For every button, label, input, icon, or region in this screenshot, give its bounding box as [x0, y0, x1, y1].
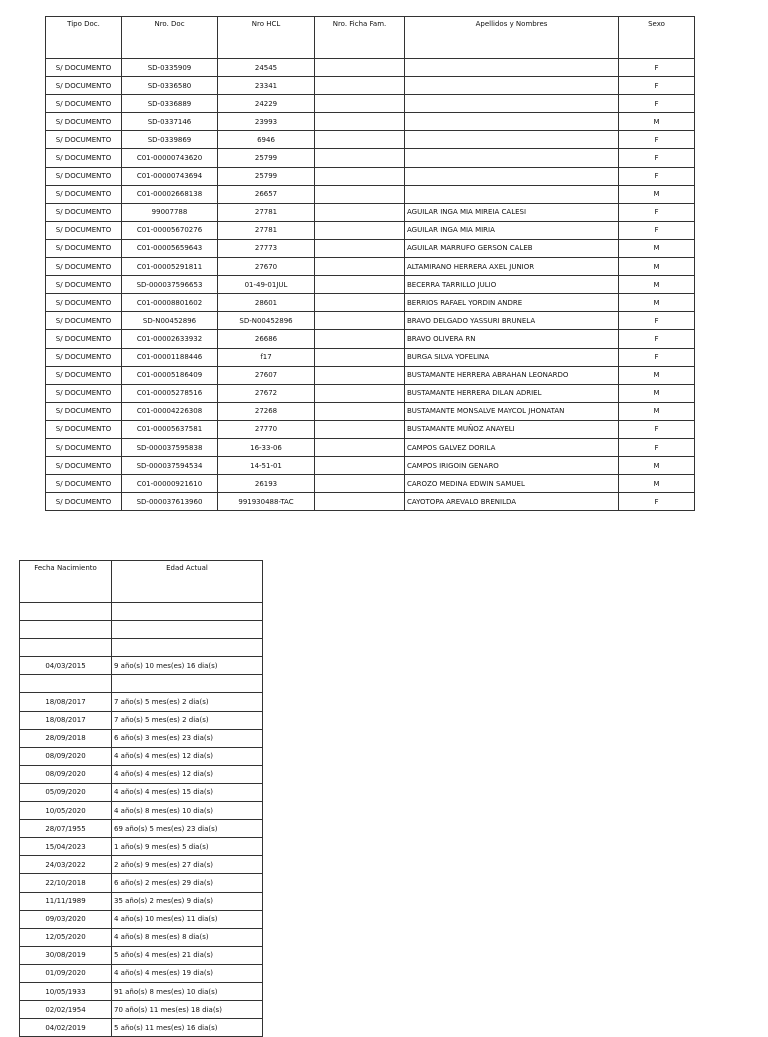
- cell-tipo-doc: S/ DOCUMENTO: [46, 420, 122, 438]
- cell-apellidos-nombres: BUSTAMANTE HERRERA DILAN ADRIEL: [405, 384, 619, 402]
- table-row: [20, 765, 263, 783]
- table-row: [46, 366, 695, 384]
- table-row: [46, 330, 695, 348]
- cell-fecha-nacimiento: 22/10/2018: [20, 874, 112, 892]
- cell-sexo: M: [619, 113, 695, 131]
- cell-nro-hcl: 6946: [218, 131, 315, 149]
- cell-nro-ficha-fam: [315, 475, 405, 493]
- cell-nro-doc: SD-000037613960: [122, 493, 218, 511]
- cell-edad-actual: 4 año(s) 8 mes(es) 10 dia(s): [112, 802, 263, 820]
- cell-nro-ficha-fam: [315, 95, 405, 113]
- header-nro-ficha-fam: Nro. Ficha Fam.: [315, 17, 405, 59]
- cell-nro-hcl: 27781: [218, 203, 315, 221]
- cell-fecha-nacimiento: 02/02/1954: [20, 1001, 112, 1019]
- cell-nro-ficha-fam: [315, 330, 405, 348]
- cell-nro-hcl: 991930488-TAC: [218, 493, 315, 511]
- cell-edad-actual: [112, 603, 263, 621]
- cell-nro-doc: SD-000037596653: [122, 276, 218, 294]
- cell-tipo-doc: S/ DOCUMENTO: [46, 185, 122, 203]
- cell-edad-actual: 35 año(s) 2 mes(es) 9 dia(s): [112, 892, 263, 910]
- cell-nro-doc: C01-00005278516: [122, 384, 218, 402]
- cell-nro-ficha-fam: [315, 185, 405, 203]
- cell-fecha-nacimiento: 08/09/2020: [20, 747, 112, 765]
- cell-edad-actual: [112, 639, 263, 657]
- cell-nro-doc: C01-00005670276: [122, 221, 218, 239]
- cell-fecha-nacimiento: 05/09/2020: [20, 783, 112, 801]
- header-nro-hcl: Nro HCL: [218, 17, 315, 59]
- cell-tipo-doc: S/ DOCUMENTO: [46, 131, 122, 149]
- table-header-row: [20, 561, 263, 603]
- cell-tipo-doc: S/ DOCUMENTO: [46, 258, 122, 276]
- table-row: [20, 1001, 263, 1019]
- cell-edad-actual: 91 año(s) 8 mes(es) 10 dia(s): [112, 982, 263, 1000]
- cell-nro-hcl: 27670: [218, 258, 315, 276]
- cell-nro-hcl: 16-33-06: [218, 438, 315, 456]
- cell-apellidos-nombres: [405, 167, 619, 185]
- cell-sexo: M: [619, 185, 695, 203]
- cell-nro-ficha-fam: [315, 77, 405, 95]
- cell-apellidos-nombres: [405, 131, 619, 149]
- cell-sexo: F: [619, 221, 695, 239]
- cell-nro-ficha-fam: [315, 493, 405, 511]
- cell-tipo-doc: S/ DOCUMENTO: [46, 276, 122, 294]
- cell-apellidos-nombres: AGUILAR INGA MIA MIRIA: [405, 221, 619, 239]
- cell-fecha-nacimiento: [20, 639, 112, 657]
- cell-nro-ficha-fam: [315, 149, 405, 167]
- cell-tipo-doc: S/ DOCUMENTO: [46, 239, 122, 257]
- cell-nro-hcl: 27773: [218, 239, 315, 257]
- table-row: [46, 438, 695, 456]
- cell-tipo-doc: S/ DOCUMENTO: [46, 59, 122, 77]
- cell-fecha-nacimiento: 18/08/2017: [20, 693, 112, 711]
- table-row: [20, 802, 263, 820]
- cell-fecha-nacimiento: 08/09/2020: [20, 765, 112, 783]
- header-tipo-doc: Tipo Doc.: [46, 17, 122, 59]
- cell-edad-actual: 6 año(s) 3 mes(es) 23 dia(s): [112, 729, 263, 747]
- cell-tipo-doc: S/ DOCUMENTO: [46, 95, 122, 113]
- cell-apellidos-nombres: BERRIOS RAFAEL YORDIN ANDRE: [405, 294, 619, 312]
- table-row: [20, 964, 263, 982]
- table-row: [46, 131, 695, 149]
- cell-fecha-nacimiento: 11/11/1989: [20, 892, 112, 910]
- cell-fecha-nacimiento: 30/08/2019: [20, 946, 112, 964]
- cell-nro-doc: SD-0337146: [122, 113, 218, 131]
- header-nro-doc: Nro. Doc: [122, 17, 218, 59]
- cell-nro-ficha-fam: [315, 348, 405, 366]
- cell-tipo-doc: S/ DOCUMENTO: [46, 384, 122, 402]
- table-row: [20, 603, 263, 621]
- cell-fecha-nacimiento: 01/09/2020: [20, 964, 112, 982]
- cell-tipo-doc: S/ DOCUMENTO: [46, 475, 122, 493]
- cell-tipo-doc: S/ DOCUMENTO: [46, 330, 122, 348]
- table-row: [20, 711, 263, 729]
- cell-nro-hcl: 24229: [218, 95, 315, 113]
- cell-sexo: M: [619, 294, 695, 312]
- cell-nro-ficha-fam: [315, 384, 405, 402]
- cell-edad-actual: 1 año(s) 9 mes(es) 5 dia(s): [112, 838, 263, 856]
- table-row: [20, 693, 263, 711]
- cell-nro-hcl: 28601: [218, 294, 315, 312]
- cell-nro-ficha-fam: [315, 59, 405, 77]
- cell-tipo-doc: S/ DOCUMENTO: [46, 348, 122, 366]
- cell-edad-actual: 7 año(s) 5 mes(es) 2 dia(s): [112, 693, 263, 711]
- cell-apellidos-nombres: [405, 149, 619, 167]
- cell-fecha-nacimiento: 18/08/2017: [20, 711, 112, 729]
- cell-nro-hcl: 27781: [218, 221, 315, 239]
- cell-nro-hcl: 26686: [218, 330, 315, 348]
- table-row: [46, 457, 695, 475]
- cell-sexo: M: [619, 457, 695, 475]
- cell-nro-doc: C01-00000743694: [122, 167, 218, 185]
- table-row: [46, 420, 695, 438]
- cell-sexo: F: [619, 77, 695, 95]
- table-row: [46, 203, 695, 221]
- cell-nro-doc: SD-000037594534: [122, 457, 218, 475]
- table-row: [46, 77, 695, 95]
- cell-nro-doc: SD-0335909: [122, 59, 218, 77]
- cell-sexo: F: [619, 348, 695, 366]
- table-row: [20, 657, 263, 675]
- cell-nro-ficha-fam: [315, 258, 405, 276]
- cell-nro-ficha-fam: [315, 203, 405, 221]
- table-row: [46, 95, 695, 113]
- cell-nro-ficha-fam: [315, 221, 405, 239]
- birth-age-table: [19, 560, 263, 1037]
- cell-nro-ficha-fam: [315, 294, 405, 312]
- cell-apellidos-nombres: BRAVO OLIVERA RN: [405, 330, 619, 348]
- cell-sexo: F: [619, 95, 695, 113]
- cell-nro-doc: C01-00005637581: [122, 420, 218, 438]
- table-row: [20, 747, 263, 765]
- cell-tipo-doc: S/ DOCUMENTO: [46, 113, 122, 131]
- cell-nro-doc: C01-00005659643: [122, 239, 218, 257]
- cell-sexo: F: [619, 438, 695, 456]
- cell-fecha-nacimiento: [20, 675, 112, 693]
- cell-nro-ficha-fam: [315, 131, 405, 149]
- cell-apellidos-nombres: [405, 185, 619, 203]
- table-row: [46, 348, 695, 366]
- cell-nro-doc: SD-000037595838: [122, 438, 218, 456]
- cell-apellidos-nombres: AGUILAR INGA MIA MIREIA CALESI: [405, 203, 619, 221]
- cell-nro-hcl: 23993: [218, 113, 315, 131]
- cell-fecha-nacimiento: 15/04/2023: [20, 838, 112, 856]
- cell-fecha-nacimiento: [20, 603, 112, 621]
- cell-fecha-nacimiento: 28/09/2018: [20, 729, 112, 747]
- cell-apellidos-nombres: CAYOTOPA AREVALO BRENILDA: [405, 493, 619, 511]
- cell-nro-ficha-fam: [315, 366, 405, 384]
- cell-nro-doc: SD-N00452896: [122, 312, 218, 330]
- cell-sexo: F: [619, 59, 695, 77]
- cell-nro-hcl: 14-51-01: [218, 457, 315, 475]
- table-row: [20, 675, 263, 693]
- table-row: [46, 312, 695, 330]
- table-row: [20, 856, 263, 874]
- table-row: [20, 729, 263, 747]
- table-row: [46, 59, 695, 77]
- cell-nro-hcl: SD-N00452896: [218, 312, 315, 330]
- table-row: [46, 493, 695, 511]
- cell-tipo-doc: S/ DOCUMENTO: [46, 203, 122, 221]
- cell-nro-hcl: 01-49-01JUL: [218, 276, 315, 294]
- table-row: [20, 639, 263, 657]
- cell-edad-actual: 6 año(s) 2 mes(es) 29 dia(s): [112, 874, 263, 892]
- cell-tipo-doc: S/ DOCUMENTO: [46, 312, 122, 330]
- cell-nro-ficha-fam: [315, 420, 405, 438]
- cell-fecha-nacimiento: [20, 621, 112, 639]
- table-row: [20, 874, 263, 892]
- cell-nro-hcl: 25799: [218, 149, 315, 167]
- cell-sexo: F: [619, 493, 695, 511]
- cell-nro-doc: C01-00005291811: [122, 258, 218, 276]
- cell-apellidos-nombres: BECERRA TARRILLO JULIO: [405, 276, 619, 294]
- table-row: [46, 239, 695, 257]
- cell-edad-actual: 4 año(s) 10 mes(es) 11 dia(s): [112, 910, 263, 928]
- table-row: [46, 149, 695, 167]
- patients-table: [45, 16, 695, 511]
- cell-apellidos-nombres: [405, 95, 619, 113]
- cell-nro-doc: C01-00001188446: [122, 348, 218, 366]
- cell-nro-ficha-fam: [315, 239, 405, 257]
- cell-edad-actual: 4 año(s) 4 mes(es) 15 dia(s): [112, 783, 263, 801]
- cell-apellidos-nombres: [405, 59, 619, 77]
- cell-fecha-nacimiento: 04/02/2019: [20, 1019, 112, 1037]
- cell-nro-ficha-fam: [315, 113, 405, 131]
- cell-fecha-nacimiento: 24/03/2022: [20, 856, 112, 874]
- cell-nro-hcl: 27607: [218, 366, 315, 384]
- cell-sexo: F: [619, 312, 695, 330]
- cell-nro-hcl: 26193: [218, 475, 315, 493]
- cell-edad-actual: 4 año(s) 4 mes(es) 12 dia(s): [112, 765, 263, 783]
- cell-fecha-nacimiento: 12/05/2020: [20, 928, 112, 946]
- cell-edad-actual: 5 año(s) 11 mes(es) 16 dia(s): [112, 1019, 263, 1037]
- header-apellidos-nombres: Apellidos y Nombres: [405, 17, 619, 59]
- cell-fecha-nacimiento: 09/03/2020: [20, 910, 112, 928]
- cell-sexo: M: [619, 258, 695, 276]
- cell-edad-actual: [112, 675, 263, 693]
- cell-nro-doc: C01-00002668138: [122, 185, 218, 203]
- cell-nro-hcl: 27770: [218, 420, 315, 438]
- cell-nro-hcl: 27268: [218, 402, 315, 420]
- cell-nro-doc: C01-00002633932: [122, 330, 218, 348]
- table-row: [20, 621, 263, 639]
- table-header-row: [46, 17, 695, 59]
- cell-sexo: M: [619, 384, 695, 402]
- cell-nro-hcl: 25799: [218, 167, 315, 185]
- table-row: [20, 838, 263, 856]
- cell-edad-actual: 4 año(s) 4 mes(es) 19 dia(s): [112, 964, 263, 982]
- cell-apellidos-nombres: CAMPOS GALVEZ DORILA: [405, 438, 619, 456]
- cell-sexo: M: [619, 276, 695, 294]
- table-row: [20, 928, 263, 946]
- cell-fecha-nacimiento: 10/05/1933: [20, 982, 112, 1000]
- cell-nro-doc: C01-00005186409: [122, 366, 218, 384]
- cell-nro-ficha-fam: [315, 276, 405, 294]
- cell-tipo-doc: S/ DOCUMENTO: [46, 493, 122, 511]
- header-edad-actual: Edad Actual: [112, 561, 263, 603]
- cell-nro-ficha-fam: [315, 457, 405, 475]
- cell-edad-actual: [112, 621, 263, 639]
- cell-tipo-doc: S/ DOCUMENTO: [46, 221, 122, 239]
- cell-tipo-doc: S/ DOCUMENTO: [46, 402, 122, 420]
- cell-nro-doc: SD-0339869: [122, 131, 218, 149]
- table-row: [20, 982, 263, 1000]
- cell-apellidos-nombres: [405, 113, 619, 131]
- cell-nro-ficha-fam: [315, 167, 405, 185]
- cell-nro-hcl: 24545: [218, 59, 315, 77]
- cell-apellidos-nombres: BUSTAMANTE MUÑOZ ANAYELI: [405, 420, 619, 438]
- cell-fecha-nacimiento: 04/03/2015: [20, 657, 112, 675]
- cell-edad-actual: 7 año(s) 5 mes(es) 2 dia(s): [112, 711, 263, 729]
- table-row: [46, 402, 695, 420]
- cell-edad-actual: 9 año(s) 10 mes(es) 16 dia(s): [112, 657, 263, 675]
- cell-apellidos-nombres: CAMPOS IRIGOIN GENARO: [405, 457, 619, 475]
- cell-nro-doc: C01-00000743620: [122, 149, 218, 167]
- cell-apellidos-nombres: AGUILAR MARRUFO GERSON CALEB: [405, 239, 619, 257]
- cell-nro-doc: C01-00004226308: [122, 402, 218, 420]
- cell-apellidos-nombres: ALTAMIRANO HERRERA AXEL JUNIOR: [405, 258, 619, 276]
- cell-apellidos-nombres: BUSTAMANTE MONSALVE MAYCOL JHONATAN: [405, 402, 619, 420]
- table-row: [20, 892, 263, 910]
- cell-sexo: F: [619, 420, 695, 438]
- table-row: [46, 276, 695, 294]
- header-fecha-nacimiento: Fecha Nacimiento: [20, 561, 112, 603]
- cell-nro-doc: SD-0336889: [122, 95, 218, 113]
- cell-tipo-doc: S/ DOCUMENTO: [46, 294, 122, 312]
- table-row: [46, 185, 695, 203]
- cell-edad-actual: 2 año(s) 9 mes(es) 27 dia(s): [112, 856, 263, 874]
- cell-nro-ficha-fam: [315, 402, 405, 420]
- cell-nro-doc: C01-00000921610: [122, 475, 218, 493]
- cell-sexo: F: [619, 167, 695, 185]
- cell-sexo: M: [619, 239, 695, 257]
- table-row: [46, 475, 695, 493]
- table-row: [20, 820, 263, 838]
- table-row: [46, 294, 695, 312]
- cell-sexo: M: [619, 475, 695, 493]
- cell-tipo-doc: S/ DOCUMENTO: [46, 167, 122, 185]
- cell-tipo-doc: S/ DOCUMENTO: [46, 457, 122, 475]
- cell-fecha-nacimiento: 10/05/2020: [20, 802, 112, 820]
- cell-apellidos-nombres: BUSTAMANTE HERRERA ABRAHAN LEONARDO: [405, 366, 619, 384]
- cell-apellidos-nombres: BRAVO DELGADO YASSURI BRUNELA: [405, 312, 619, 330]
- cell-tipo-doc: S/ DOCUMENTO: [46, 77, 122, 95]
- cell-fecha-nacimiento: 28/07/1955: [20, 820, 112, 838]
- cell-nro-ficha-fam: [315, 312, 405, 330]
- cell-nro-hcl: f17: [218, 348, 315, 366]
- cell-apellidos-nombres: [405, 77, 619, 95]
- cell-tipo-doc: S/ DOCUMENTO: [46, 438, 122, 456]
- table-row: [20, 910, 263, 928]
- cell-edad-actual: 70 año(s) 11 mes(es) 18 dia(s): [112, 1001, 263, 1019]
- table-row: [46, 384, 695, 402]
- table-row: [46, 113, 695, 131]
- cell-nro-doc: SD-0336580: [122, 77, 218, 95]
- cell-nro-doc: 99007788: [122, 203, 218, 221]
- table-row: [46, 221, 695, 239]
- table-row: [20, 1019, 263, 1037]
- cell-edad-actual: 4 año(s) 4 mes(es) 12 dia(s): [112, 747, 263, 765]
- cell-tipo-doc: S/ DOCUMENTO: [46, 149, 122, 167]
- cell-nro-hcl: 23341: [218, 77, 315, 95]
- table-row: [46, 258, 695, 276]
- cell-edad-actual: 5 año(s) 4 mes(es) 21 dia(s): [112, 946, 263, 964]
- cell-sexo: F: [619, 203, 695, 221]
- cell-sexo: F: [619, 131, 695, 149]
- cell-nro-doc: C01-00008801602: [122, 294, 218, 312]
- cell-sexo: F: [619, 330, 695, 348]
- cell-nro-hcl: 26657: [218, 185, 315, 203]
- table-row: [20, 783, 263, 801]
- table-row: [46, 167, 695, 185]
- cell-tipo-doc: S/ DOCUMENTO: [46, 366, 122, 384]
- cell-nro-hcl: 27672: [218, 384, 315, 402]
- cell-edad-actual: 69 año(s) 5 mes(es) 23 dia(s): [112, 820, 263, 838]
- cell-apellidos-nombres: CAROZO MEDINA EDWIN SAMUEL: [405, 475, 619, 493]
- cell-sexo: M: [619, 366, 695, 384]
- cell-sexo: F: [619, 149, 695, 167]
- cell-edad-actual: 4 año(s) 8 mes(es) 8 dia(s): [112, 928, 263, 946]
- cell-nro-ficha-fam: [315, 438, 405, 456]
- header-sexo: Sexo: [619, 17, 695, 59]
- table-row: [20, 946, 263, 964]
- cell-sexo: M: [619, 402, 695, 420]
- cell-apellidos-nombres: BURGA SILVA YOFELINA: [405, 348, 619, 366]
